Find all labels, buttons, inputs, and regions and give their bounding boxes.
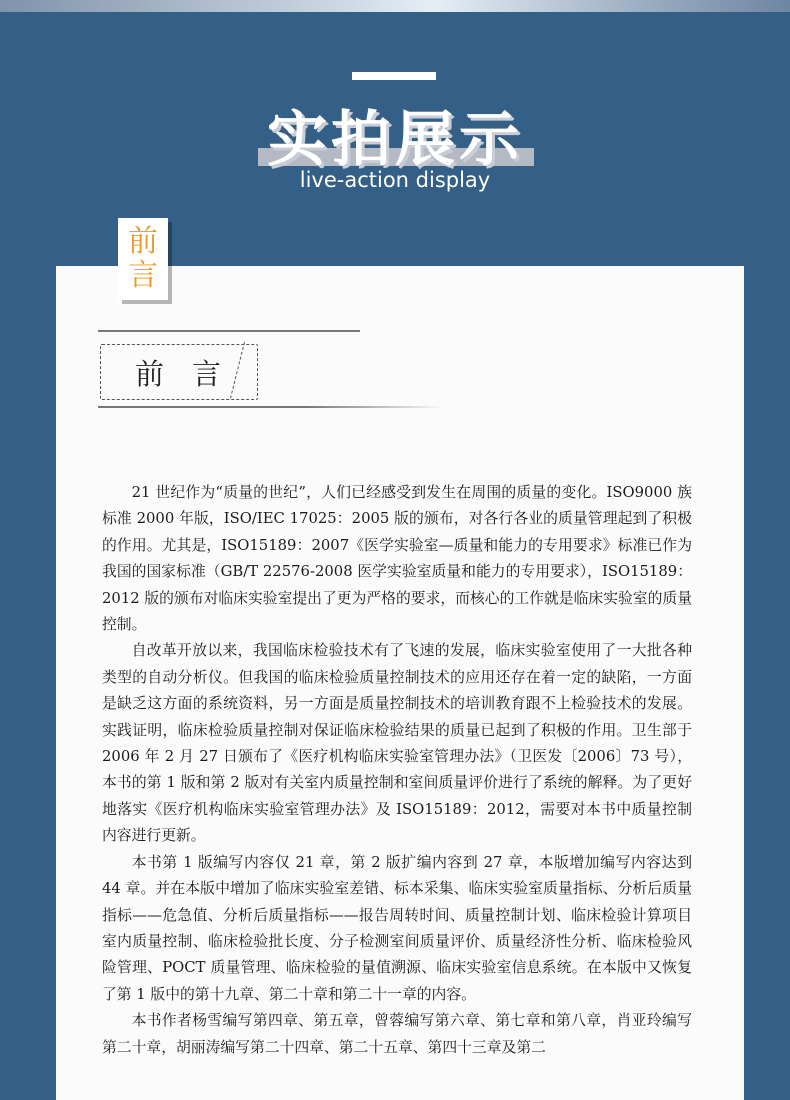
heading-rule-bottom	[98, 406, 444, 408]
page-subtitle: live-action display	[299, 168, 491, 192]
paragraph: 本书作者杨雪编写第四章、第五章，曾蓉编写第六章、第七章和第八章，肖亚玲编写第二十章，胡丽涛编写第二十四章、第二十五章、第四十三章及第二	[102, 1012, 692, 1056]
heading-rule-top	[98, 330, 360, 332]
paragraph: 21 世纪作为“质量的世纪”，人们已经感受到发生在周围的质量的变化。ISO9000 族标准 2000 年版，ISO/IEC 17025：2005 版的颁布，对各行各业的质量管理起到了积极的作用。尤其是，ISO15189：2007《医学实验室—质量和能力的专用要求》标准已作为我国的国家标准（GB/T 22576-2008 医学实验室质量和能力的专用要求），ISO15189：2012 版的颁布对临床实验室提出了更为严格的要求，而核心的工作就是临床实验室的质量控制。	[102, 484, 692, 634]
page-title: 实拍展示	[267, 105, 523, 175]
paragraph: 本书第 1 版编写内容仅 21 章，第 2 版扩编内容到 27 章，本版增加编写内容达到 44 章。并在本版中增加了临床实验室差错、标本采集、临床实验室质量指标、分析后质量指标——危急值、分析后质量指标——报告周转时间、质量控制计划、临床检验计算项目室内质量控制、临床检验批长度、分子检测室间质量评价、质量经济性分析、临床检验风险管理、POCT 质量管理、临床检验的量值溯源、临床实验室信息系统。在本版中又恢复了第 1 版中的第十九章、第二十章和第二十一章的内容。	[102, 853, 692, 1003]
preface-tag-char-2: 言	[128, 258, 158, 293]
preface-tag	[118, 218, 168, 300]
preface-body	[102, 480, 692, 1061]
paragraph: 自改革开放以来，我国临床检验技术有了飞速的发展，临床实验室使用了一大批各种类型的自动分析仪。但我国的临床检验质量控制技术的应用还存在着一定的缺陷，一方面是缺乏这方面的系统资料，另一方面是质量控制技术的培训教育跟不上检验技术的发展。实践证明，临床检验质量控制对保证临床检验结果的质量已起到了积极的作用。卫生部于 2006 年 2 月 27 日颁布了《医疗机构临床实验室管理办法》（卫医发〔2006〕73 号），本书的第 1 版和第 2 版对有关室内质量控制和室间质量评价进行了系统的解释。为了更好地落实《医疗机构临床实验室管理办法》及 ISO15189：2012，需要对本书中质量控制内容进行更新。	[102, 642, 692, 845]
section-heading: 前言	[134, 357, 249, 391]
header-accent-bar	[352, 72, 436, 80]
top-banner-strip	[0, 0, 790, 12]
preface-tag-char-1: 前	[128, 224, 158, 259]
